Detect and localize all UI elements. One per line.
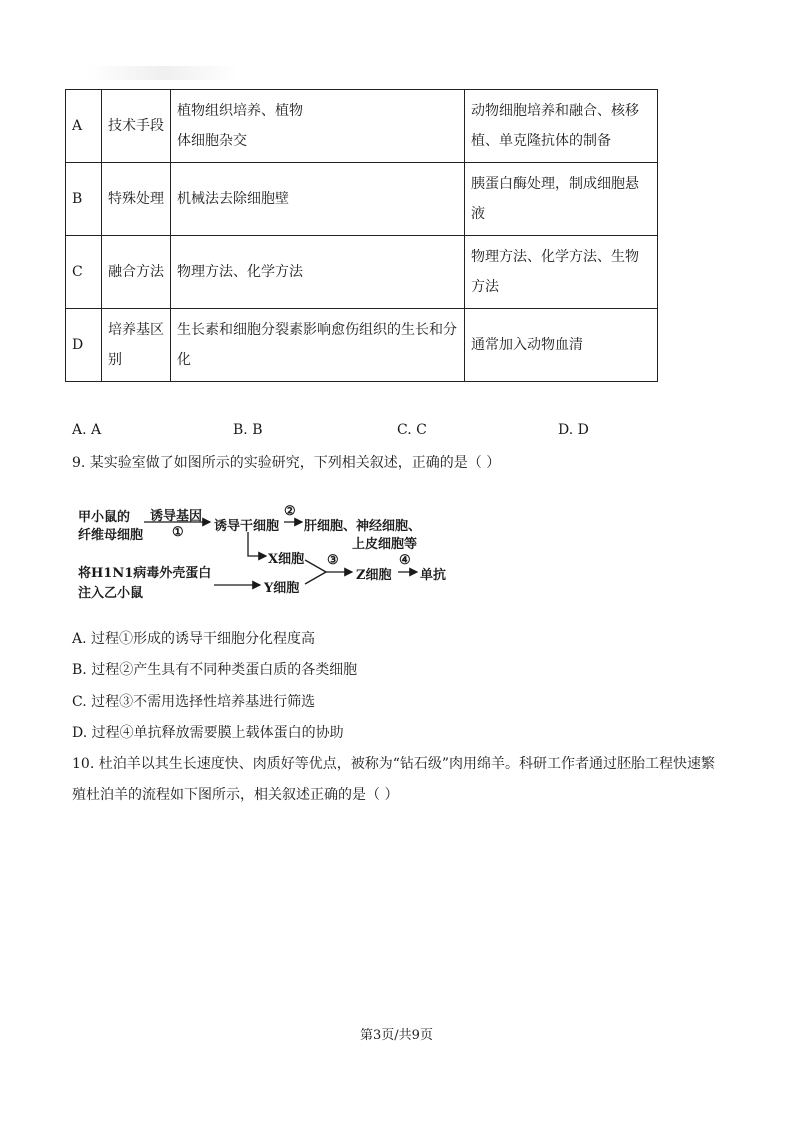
step3-label: ③ [327, 553, 339, 568]
z-cell-label: Z细胞 [356, 568, 392, 583]
row-plant: 物理方法、化学方法 [171, 236, 465, 309]
scan-smudge [88, 66, 238, 80]
row-label: C [66, 236, 102, 309]
row-plant: 机械法去除细胞壁 [171, 163, 465, 236]
q9-option-c: C. 过程③不需用选择性培养基进行筛选 [72, 694, 316, 710]
row-item: 融合方法 [102, 236, 171, 309]
row-plant [171, 90, 465, 163]
q10-stem-line1: 10. 杜泊羊以其生长速度快、肉质好等优点，被称为“钻石级”肉用绵羊。科研工作者通过胚胎工程快速繁 [72, 756, 716, 772]
row-animal: 物理方法、化学方法、生物方法 [465, 236, 658, 309]
table-row [66, 309, 658, 382]
row-item: 特殊处理 [102, 163, 171, 236]
plant-text: 植物组织培养、植物体细胞杂交 [177, 103, 303, 149]
table-row [66, 90, 658, 163]
row-animal: 胰蛋白酶处理，制成细胞悬液 [465, 163, 658, 236]
row-label: A [66, 90, 102, 163]
ips-cell-label: 诱导干细胞 [214, 519, 280, 534]
q9-option-d: D. 过程④单抗释放需要膜上载体蛋白的协助 [72, 725, 344, 741]
x-cell-label: X细胞 [268, 552, 305, 567]
q9-option-a: A. 过程①形成的诱导干细胞分化程度高 [72, 631, 316, 647]
antibody-label: 单抗 [420, 568, 447, 583]
virus-label-2: 注入乙小鼠 [78, 586, 144, 601]
table-row [66, 236, 658, 309]
virus-label-1: 将H1N1病毒外壳蛋白 [78, 566, 212, 581]
converge-y [305, 572, 326, 584]
row-label: B [66, 163, 102, 236]
q8-option-c: C. C [397, 422, 427, 438]
q10-stem-line2: 殖杜泊羊的流程如下图所示，相关叙述正确的是（ ） [72, 787, 399, 803]
page-footer: 第3页/共9页 [360, 1028, 433, 1043]
q9-stem: 9. 某实验室做了如图所示的实验研究，下列相关叙述，正确的是（ ） [72, 455, 501, 471]
step2-label: ② [284, 504, 296, 519]
differentiated-cells-1: 肝细胞、神经细胞、 [304, 519, 422, 534]
step4-label: ④ [399, 553, 411, 568]
row-animal: 通常加入动物血清 [465, 309, 658, 382]
q8-option-a: A. A [72, 422, 102, 438]
arrow-to-x [248, 532, 266, 556]
converge-x [305, 560, 326, 572]
row-item: 培养基区别 [102, 309, 171, 382]
q9-option-b: B. 过程②产生具有不同种类蛋白质的各类细胞 [72, 662, 358, 678]
q9-flow-diagram [72, 500, 462, 610]
row-label: D [66, 309, 102, 382]
differentiated-cells-2: 上皮细胞等 [352, 537, 418, 552]
row-animal: 动物细胞培养和融合、核移植、单克隆抗体的制备 [465, 90, 658, 163]
q8-option-b: B. B [233, 422, 263, 438]
table-row [66, 163, 658, 236]
mouse-a-label-2: 纤维母细胞 [78, 528, 144, 543]
mouse-a-label-1: 甲小鼠的 [78, 510, 131, 525]
y-cell-label: Y细胞 [264, 581, 300, 596]
step1-label: ① [172, 525, 184, 540]
row-item: 技术手段 [102, 90, 171, 163]
row-plant: 生长素和细胞分裂素影响愈伤组织的生长和分化 [171, 309, 465, 382]
comparison-table [65, 89, 658, 382]
q8-option-d: D. D [558, 422, 589, 438]
induce-gene-label: 诱导基因 [150, 509, 203, 524]
